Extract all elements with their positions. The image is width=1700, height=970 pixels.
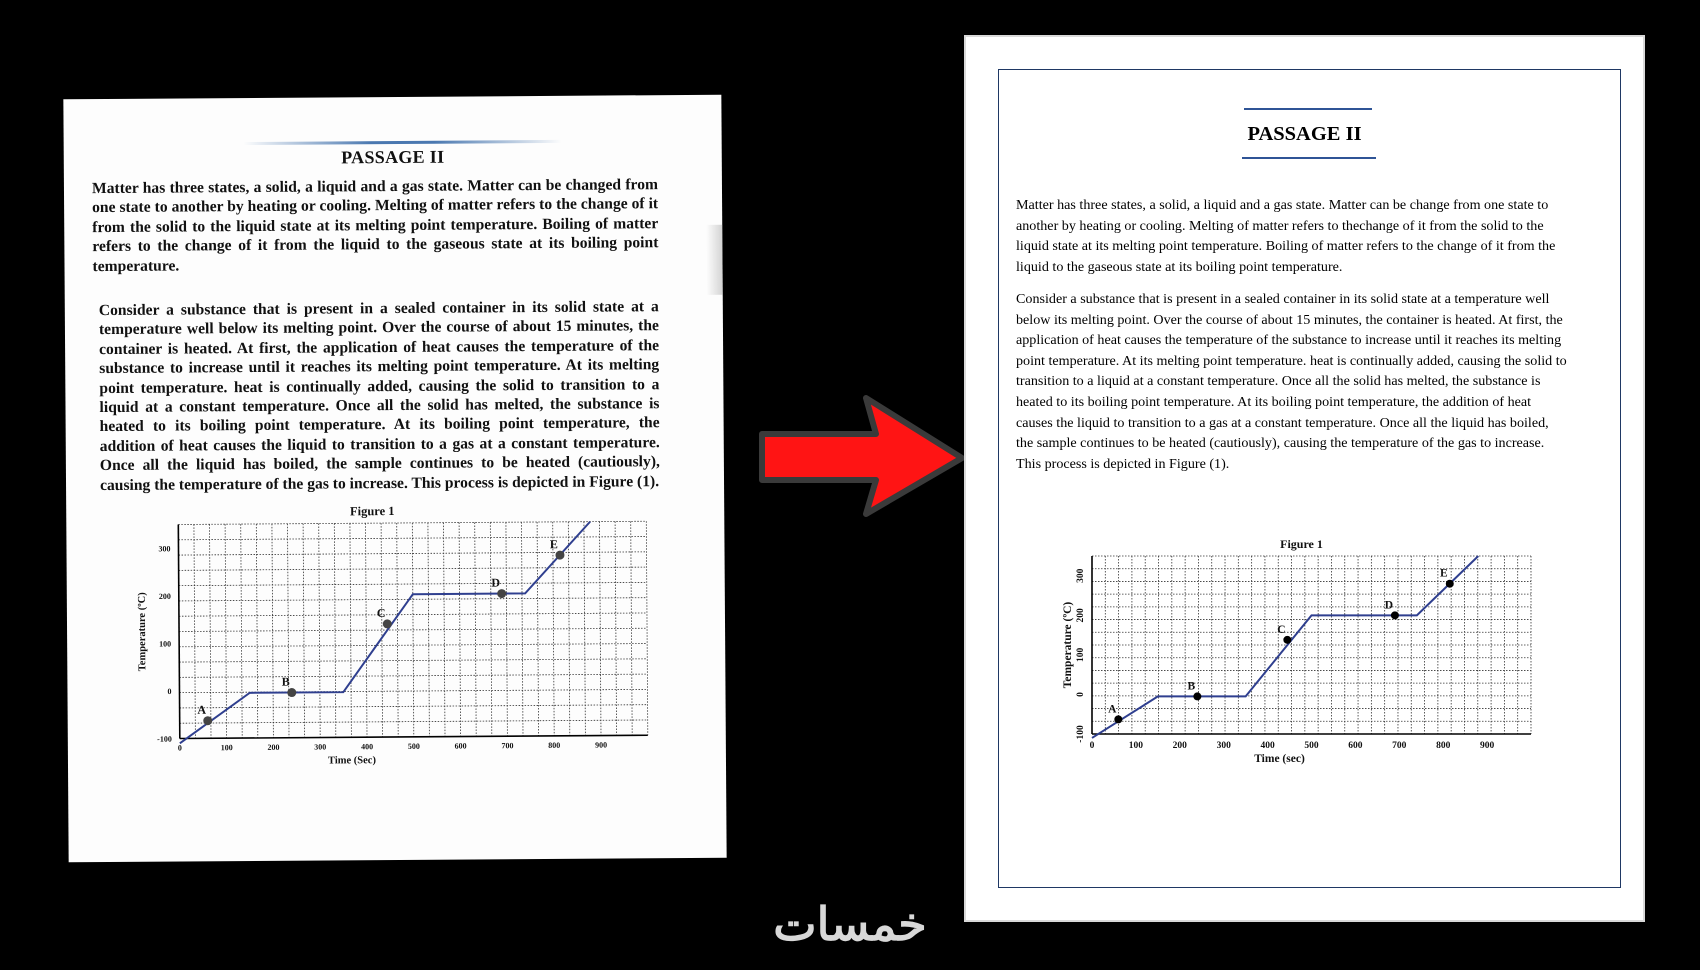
point-a-label: A <box>197 702 207 717</box>
point-a-label: A <box>1108 703 1117 716</box>
x-tick-label: 100 <box>1128 741 1144 751</box>
scanned-title: PASSAGE II <box>341 146 445 168</box>
chart-title: Figure 1 <box>349 504 395 519</box>
point-e-marker <box>555 551 564 560</box>
x-tick-label: 500 <box>407 741 420 751</box>
title-top-rule <box>1244 108 1372 110</box>
x-tick-label: 100 <box>220 743 233 753</box>
grid-line <box>631 521 632 735</box>
x-tick-label: 800 <box>548 740 561 750</box>
chart-title: Figure 1 <box>1280 537 1323 551</box>
point-d-marker <box>1391 611 1399 619</box>
y-axis-label: Temperature (ºC) <box>136 592 149 672</box>
point-d-label: D <box>491 575 501 590</box>
title-rule <box>244 140 562 145</box>
point-a-marker <box>1114 715 1122 723</box>
y-tick-label: -100 <box>157 734 172 744</box>
grid-line <box>646 521 647 735</box>
y-tick-label: 0 <box>1076 692 1086 697</box>
grid-line <box>475 522 476 736</box>
x-tick-label: 900 <box>595 740 608 750</box>
scanned-page <box>63 95 726 863</box>
point-c-marker <box>1283 636 1291 644</box>
typed-page <box>966 37 1643 920</box>
x-tick-label: 300 <box>1216 741 1231 751</box>
x-tick-label: 400 <box>1260 741 1275 751</box>
x-tick-label: 600 <box>454 741 467 751</box>
typed-paragraph-2: Consider a substance that is present in a sealed container in its solid state at a temperature well below its melting point. Over the course of about 15 minutes, the container is heated. At first, the application of heat causes the temperature of the substance to increase until it reaches its melting point temperature. At its melting point temperature. heat is continually added, causing the solid to transition to a liquid at a constant temperature. Once all the solid has melted, the substance is heated to its boiling point temperature. At its boiling point temperature, the addition of heat causes the liquid to transition to a gas at a constant temperature. Once all the liquid has boiled, the sample continues to be heated (cautiously), causing the temperature of the gas to increase. This process is depicted in Figure (1). <box>1016 291 1567 472</box>
x-tick-label: 0 <box>177 743 182 753</box>
x-axis-label: Time (Sec) <box>327 755 376 767</box>
y-tick-label: 300 <box>158 544 171 554</box>
x-tick-label: 300 <box>314 742 327 752</box>
y-tick-label: 200 <box>158 591 171 601</box>
heating-curve-line <box>178 522 591 744</box>
point-b-label: B <box>1187 680 1196 693</box>
grid-line <box>397 523 398 737</box>
scanned-figure-chart <box>134 495 666 789</box>
point-b-marker <box>287 688 296 697</box>
point-e-label: E <box>1439 567 1448 580</box>
point-d-marker <box>497 589 506 598</box>
grid-line <box>180 705 648 708</box>
point-a-marker <box>203 716 212 725</box>
point-b-label: B <box>281 674 290 689</box>
scanned-paragraph-2: Consider a substance that is present in a sealed container in its solid state at a temperature well below its melting point. Over the course of about 15 minutes, the container is heated. At first, the application of heat causes the temperature of the substance to increase until it reaches its melting point temperature. At its melting point temperature. heat is continually added, causing the solid to transition to a liquid at a constant temperature. Once all the solid has melted, the substance is heated to its boiling point temperature. At its boiling point temperature, the addition of heat causes the liquid to transition to a gas at a constant temperature. Once all the liquid has boiled, the sample continues to be heated (cautiously), causing the temperature of the gas to increase. This process is depicted in Figure (1). <box>98 298 660 494</box>
x-tick-label: 900 <box>1479 741 1495 751</box>
x-tick-label: 600 <box>1348 741 1363 751</box>
point-c-label: C <box>376 605 386 620</box>
scanned-paragraph-1: Matter has three states, a solid, a liquid and a gas state. Matter can be changed from one state to another by heating or cooling. Melting of matter refers to the change of it from the solid to the liquid state at its melting point temperature. Boiling of matter refers to the change of it from the liquid to the gaseous state at its boiling point temperature. <box>91 176 659 275</box>
x-tick-label: 200 <box>1172 741 1187 751</box>
x-tick-label: 400 <box>361 742 374 752</box>
point-e-marker <box>1446 580 1454 588</box>
typed-figure-chart <box>1062 537 1536 820</box>
typed-paragraph-1: Matter has three states, a solid, a liquid and a gas state. Matter can be change from one state to another by heating or cooling. Melting of matter refers to thechange of it from the solid to the liquid state at its melting point temperature. Boiling of matter refers to the change of it from the liquid to the gaseous state at its boiling point temperature. <box>1016 197 1556 275</box>
y-axis-label: Temperature (ºC) <box>1062 601 1074 689</box>
x-tick-label: 0 <box>1089 741 1095 751</box>
y-tick-label: -100 <box>1076 725 1086 743</box>
x-tick-label: 700 <box>1392 741 1407 751</box>
scan-shadow <box>706 225 722 295</box>
x-tick-label: 800 <box>1436 741 1451 751</box>
y-axis <box>178 525 179 739</box>
grid-line <box>553 522 554 736</box>
x-axis <box>180 735 648 738</box>
watermark-text: خمسات <box>773 899 927 950</box>
x-axis-label: Time (sec) <box>1254 753 1305 765</box>
point-e-label: E <box>549 537 558 552</box>
y-tick-label: 300 <box>1076 568 1086 583</box>
y-tick-label: 100 <box>1076 647 1086 663</box>
point-c-label: C <box>1277 623 1286 636</box>
grid-line <box>241 524 242 738</box>
heating-curve-line <box>1092 556 1478 738</box>
y-tick-label: 0 <box>167 687 172 697</box>
grid-line <box>319 524 320 738</box>
x-tick-label: 700 <box>501 741 514 751</box>
y-tick-label: 200 <box>1076 608 1086 623</box>
point-d-label: D <box>1384 599 1394 612</box>
y-tick-label: 100 <box>159 639 172 649</box>
grid-line <box>179 582 647 585</box>
title-bottom-rule <box>1242 157 1376 159</box>
x-tick-label: 500 <box>1304 741 1319 751</box>
khamsat-logo <box>745 898 955 954</box>
point-c-marker <box>383 619 392 628</box>
grid-line <box>179 552 647 555</box>
x-tick-label: 200 <box>267 742 280 752</box>
typed-title: PASSAGE II <box>1247 123 1362 145</box>
right-arrow-icon <box>758 396 968 516</box>
point-b-marker <box>1193 692 1201 700</box>
